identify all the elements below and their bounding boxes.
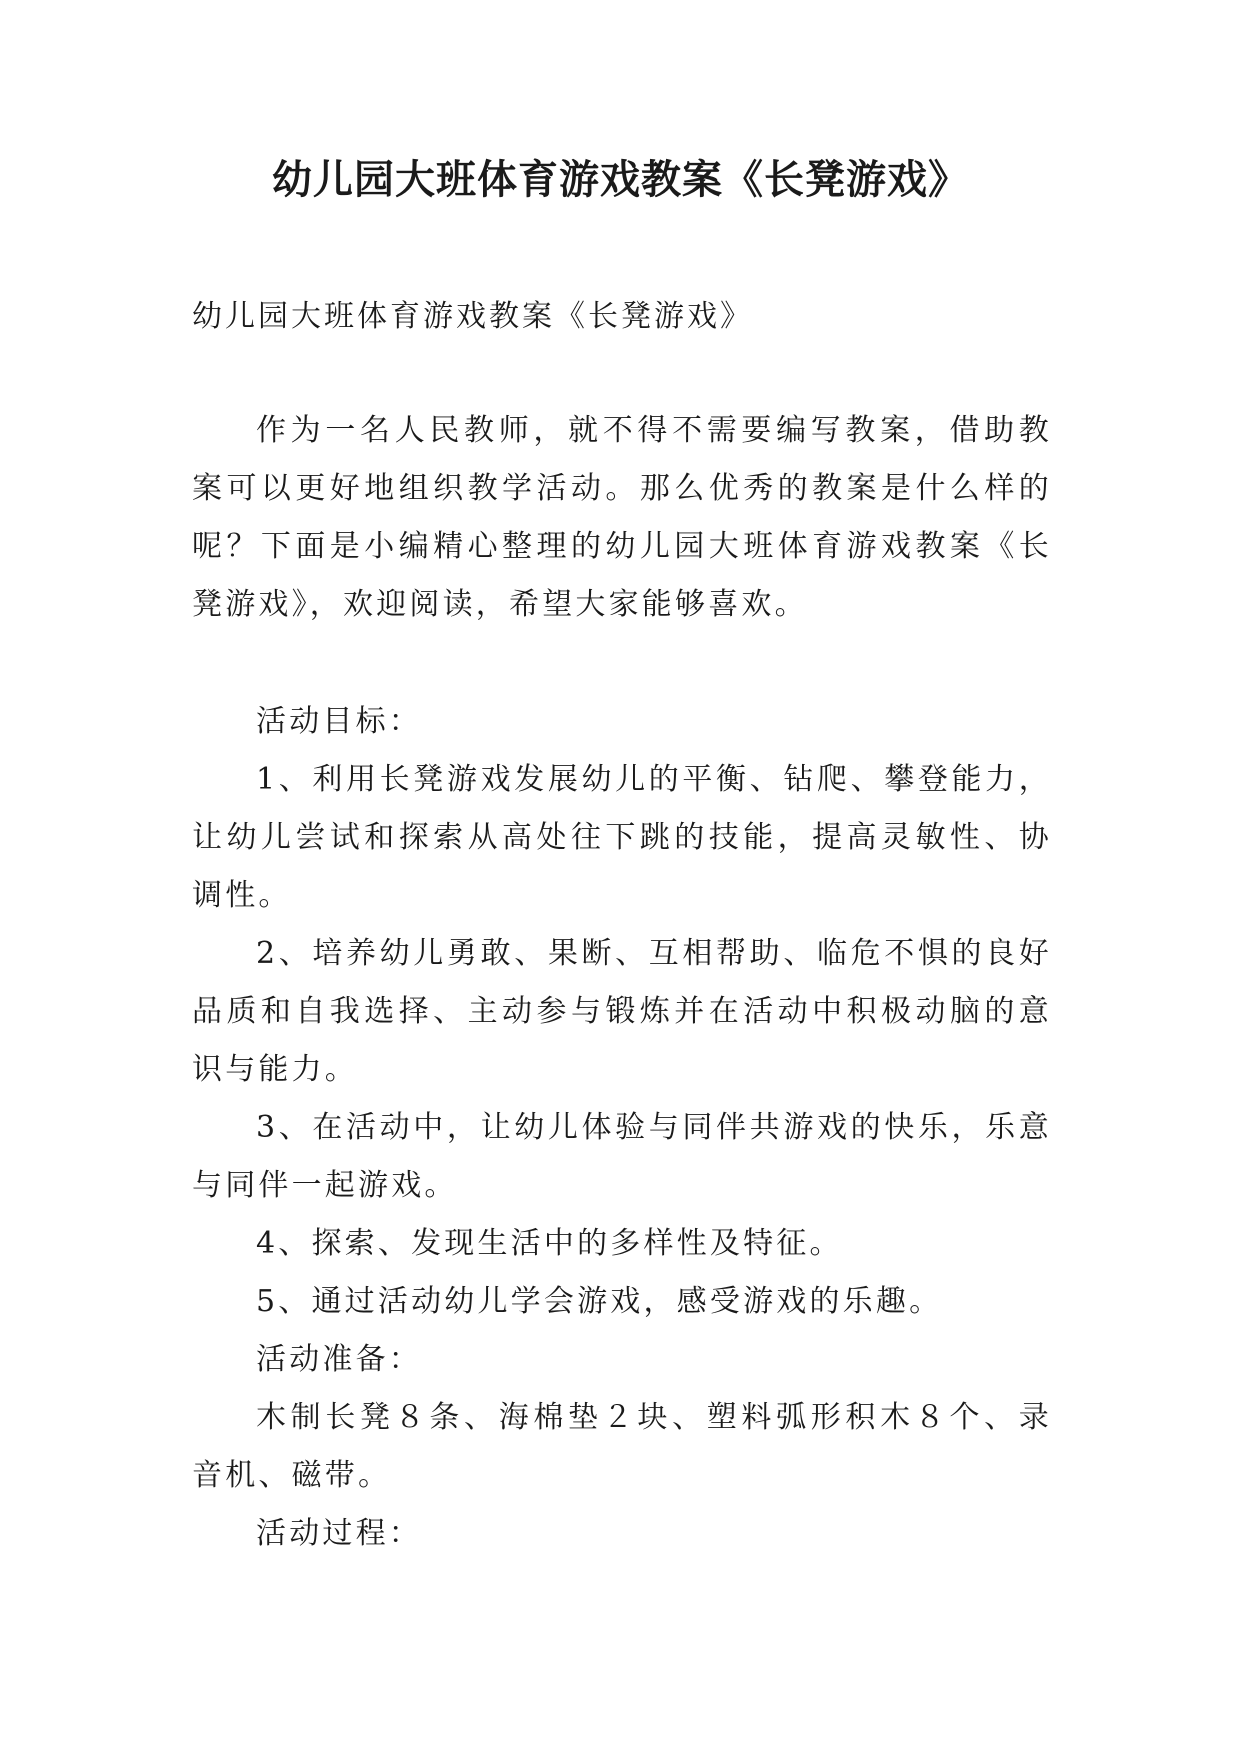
goal-item-3: 3、在活动中，让幼儿体验与同伴共游戏的快乐，乐意与同伴一起游戏。 (192, 1110, 1052, 1203)
intro-paragraph: 作为一名人民教师，就不得不需要编写教案，借助教案可以更好地组织教学活动。那么优秀的教案是什么样的呢？下面是小编精心整理的幼儿园大班体育游戏教案《长凳游戏》，欢迎阅读，希望大家能够喜欢。 (192, 413, 1052, 622)
document-title: 幼儿园大班体育游戏教案《长凳游戏》 (272, 156, 969, 203)
preparation-heading: 活动准备： (256, 1342, 422, 1377)
preparation-paragraph: 木制长凳８条、海棉垫２块、塑料弧形积木８个、录音机、磁带。 (192, 1400, 1052, 1493)
goal-item-2: 2、培养幼儿勇敢、果断、互相帮助、临危不惧的良好品质和自我选择、主动参与锻炼并在活动中积极动脑的意识与能力。 (192, 936, 1052, 1087)
goal-item-4: 4、探索、发现生活中的多样性及特征。 (256, 1226, 843, 1261)
document-subtitle: 幼儿园大班体育游戏教案《长凳游戏》 (192, 299, 753, 334)
goal-item-5: 5、通过活动幼儿学会游戏，感受游戏的乐趣。 (256, 1284, 943, 1319)
goals-heading: 活动目标： (256, 704, 422, 739)
goal-item-1: 1、利用长凳游戏发展幼儿的平衡、钻爬、攀登能力，让幼儿尝试和探索从高处往下跳的技能，提高灵敏性、协调性。 (192, 762, 1052, 913)
process-heading: 活动过程： (256, 1516, 422, 1551)
